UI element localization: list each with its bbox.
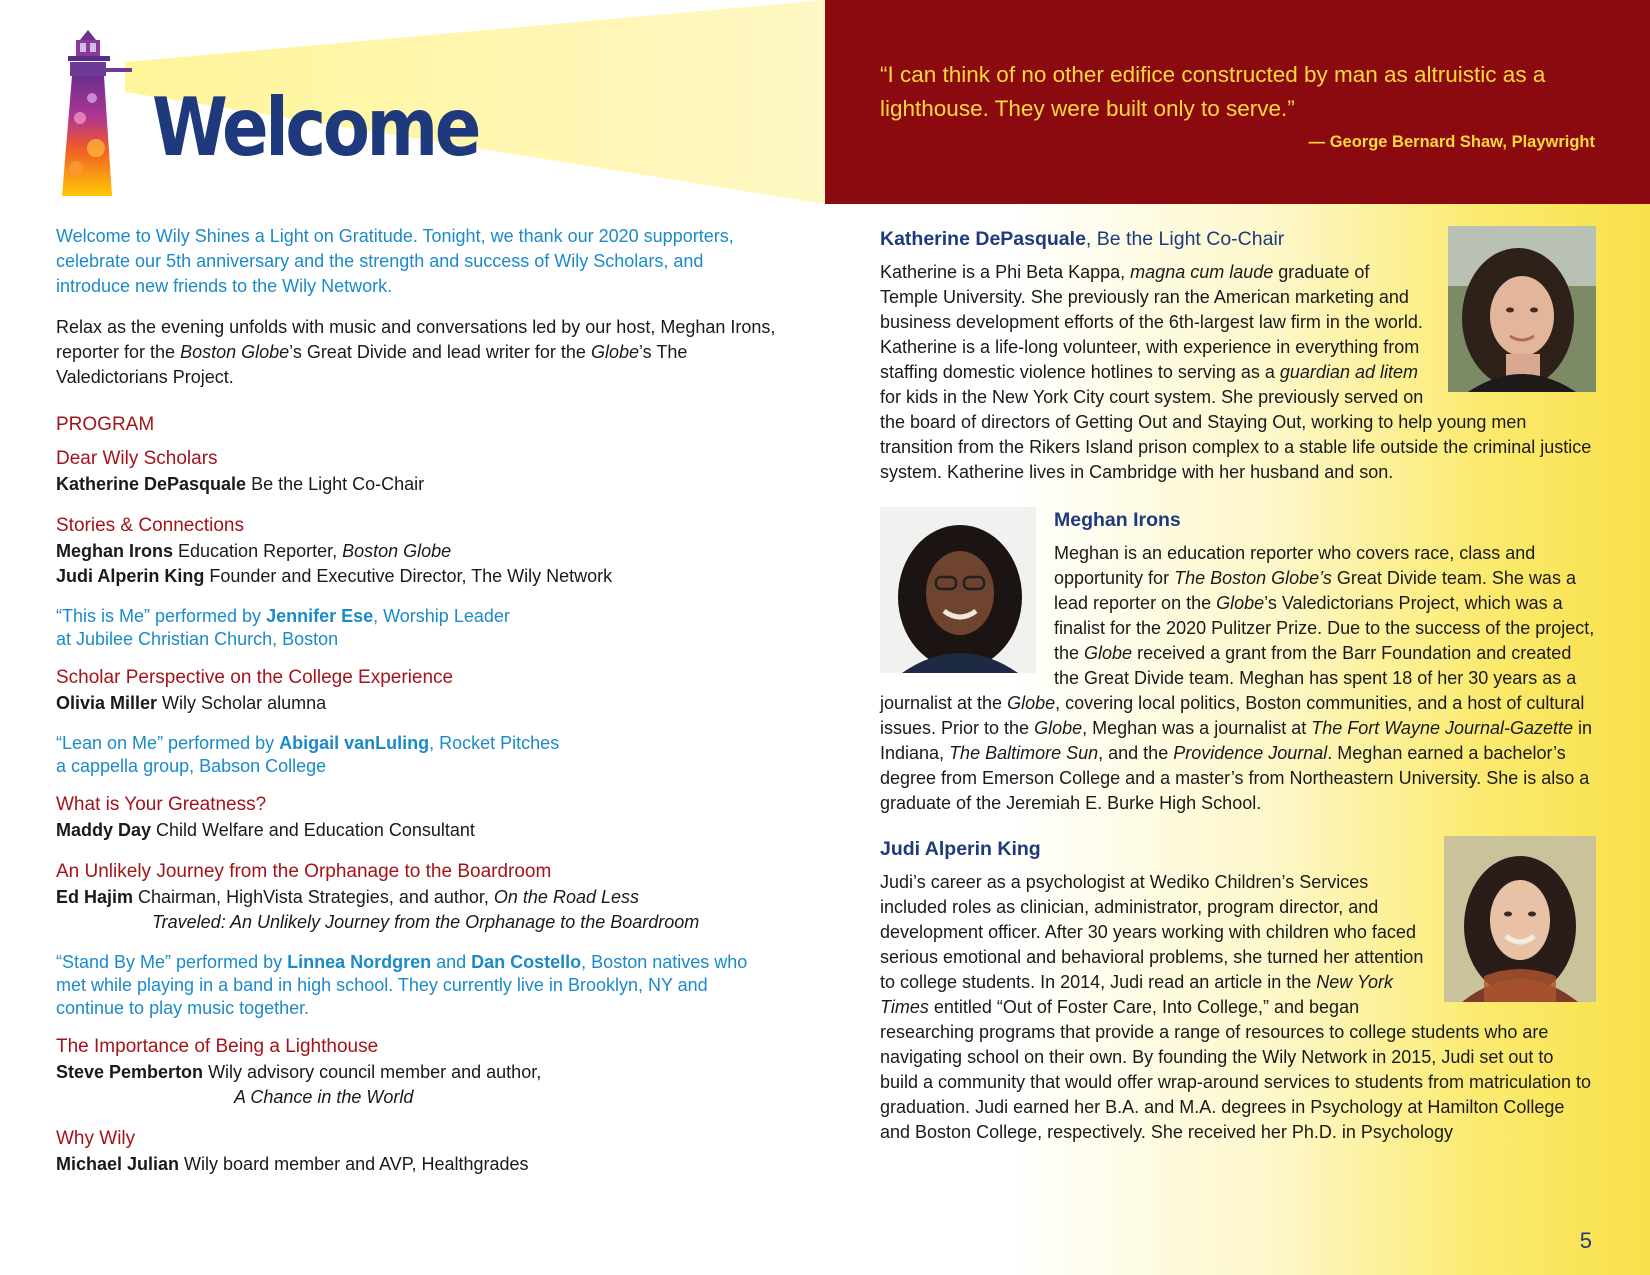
- performance-text: , Rocket Pitches: [429, 733, 560, 753]
- bio-text-part: for kids in the New York City court system. She previously served on the board of directors of Getting Out and Staying Out, working to help young men transition from the Rikers Island prison complex to a stable life outside the criminal justice system. Katherine lives in Cambridge with her husband and son.: [880, 387, 1592, 482]
- speaker-name: Olivia Miller: [56, 693, 158, 713]
- bio-text-part: graduate of Temple University. She previously ran the American marketing and business development efforts of the 6th-largest law firm in the world. Katherine is a life-long volunteer, with experience in everything from staffing domestic violence hotlines to serving as a: [880, 262, 1423, 382]
- bio-text-part: entitled “Out of Foster Care, Into College,” and began researching programs that provide a range of resources to college students who are navigating school on their own. By founding the Wily Network in 2015, Judi set out to build a community that would offer wrap-around services to students from matriculation to graduation. Judi earned her B.A. and M.A. degrees in Psychology at Hamilton College and Boston College, respectively. She received her Ph.D. in Psychology: [880, 997, 1591, 1142]
- program-segment: [56, 446, 776, 497]
- page-title: Welcome: [152, 81, 479, 174]
- speaker-role: Wily advisory council member and author,: [203, 1062, 542, 1082]
- speaker-name: Meghan Irons: [56, 541, 174, 561]
- program-segment: [56, 792, 776, 843]
- segment-title: Why Wily: [56, 1128, 136, 1149]
- performance-text: and: [431, 952, 472, 972]
- bio-text-part: Judi’s career as a psychologist at Wediko Children’s Services included roles as clinician, administrator, program director, and development officer. After 30 years working with children who faced serious emotional and behavioral problems, she turned her attention to college students. In 2014, Judi read an article in the: [880, 872, 1424, 992]
- meghan-photo: [880, 507, 1036, 673]
- bio-text-part: The Boston Globe’s: [1174, 568, 1332, 588]
- bio-text-part: in Indiana,: [880, 718, 1593, 763]
- segment-title: What is Your Greatness?: [56, 794, 267, 815]
- speaker-role: Child Welfare and Education Consultant: [151, 820, 475, 840]
- host-paragraph: [56, 315, 776, 390]
- performer-name: Abigail vanLuling: [279, 733, 430, 753]
- bio-meghan: [880, 507, 1596, 816]
- speaker-role: Education Reporter,: [173, 541, 343, 561]
- bio-text-part: guardian ad litem: [1279, 362, 1418, 382]
- segment-speaker: [56, 885, 776, 910]
- speaker-name: Ed Hajim: [56, 887, 134, 907]
- performance: [56, 951, 776, 1020]
- segment-speaker: [56, 691, 776, 716]
- bio-text-part: Meghan is an education reporter who covers race, class and opportunity for: [1054, 543, 1536, 588]
- judi-photo: [1444, 836, 1596, 1002]
- bio-text-part: magna cum laude: [1130, 262, 1274, 282]
- bio-text-part: received a grant from the Barr Foundation and created the Great Divide team. Meghan has spent 18 of her 30 years as a journalist at the: [880, 643, 1577, 713]
- segment-speaker: [56, 1152, 776, 1177]
- segment-speaker: [56, 818, 776, 843]
- speaker-role: Be the Light Co-Chair: [246, 474, 425, 494]
- intro-paragraph: [56, 224, 776, 299]
- performance-line: [56, 605, 776, 628]
- quote-text: “I can think of no other edifice constructed by man as altruistic as a lighthouse. They were built only to serve.”: [880, 62, 1546, 121]
- segment-speaker: [56, 1060, 776, 1085]
- bio-text-part: . Meghan earned a bachelor’s degree from Emerson College and a master’s from Northeastern University. She is also a graduate of the Jeremiah E. Burke High School.: [880, 743, 1590, 813]
- program-heading: PROGRAM: [56, 414, 155, 435]
- program-segment: [56, 1034, 776, 1110]
- bio-text-part: Great Divide team. She was a lead reporter on the: [1054, 568, 1576, 613]
- bio-text-part: The Fort Wayne Journal-Gazette: [1311, 718, 1574, 738]
- performance: [56, 732, 776, 778]
- bios-column: [880, 226, 1596, 1145]
- person-name: Katherine DePasquale: [880, 228, 1086, 250]
- segment-speaker: [56, 472, 776, 497]
- host-text: Relax as the evening unfolds with music and conversations led by our host, Meghan Irons, reporter for the: [56, 317, 776, 362]
- bio-text-part: Globe: [1034, 718, 1083, 738]
- performance-line: [56, 732, 776, 755]
- person-name: Meghan Irons: [1054, 509, 1181, 531]
- performer-name: Jennifer Ese: [266, 606, 374, 626]
- performer-name: Linnea Nordgren: [287, 952, 432, 972]
- speaker-role: Founder and Executive Director, The Wily Network: [204, 566, 613, 586]
- bio-judi: [880, 836, 1596, 1145]
- performance-line: [56, 951, 776, 1020]
- program-segment: [56, 859, 776, 935]
- program-segment: [56, 513, 776, 589]
- performance-text: “This is Me” performed by: [56, 606, 267, 626]
- book-title: On the Road Less: [493, 887, 639, 907]
- bio-text-part: Providence Journal: [1173, 743, 1328, 763]
- lighthouse-logo-icon: [52, 28, 148, 198]
- page-number: 5: [1579, 1228, 1592, 1253]
- performance: [56, 605, 776, 651]
- host-text: ’s The Valedictorians Project.: [56, 342, 688, 387]
- segment-speaker: [56, 564, 776, 589]
- quote-attribution: — George Bernard Shaw, Playwright: [1308, 133, 1595, 151]
- performance-line: at Jubilee Christian Church, Boston: [56, 629, 339, 649]
- segment-title: An Unlikely Journey from the Orphanage to the Boardroom: [56, 861, 552, 882]
- speaker-role: Wily Scholar alumna: [157, 693, 327, 713]
- bio-katherine: [880, 226, 1596, 485]
- performance-line: a cappella group, Babson College: [56, 756, 327, 776]
- bio-text-part: Katherine is a Phi Beta Kappa,: [880, 262, 1131, 282]
- program-column: [56, 224, 776, 1193]
- speaker-role: Boston Globe: [342, 541, 452, 561]
- intro-text: . Tonight, we thank our 2020 supporters, celebrate our 5th anniversary and the strength and success of Wily Scholars, and introduce new friends to the Wily Network.: [56, 226, 734, 296]
- segment-title: Scholar Perspective on the College Experience: [56, 667, 454, 688]
- book-title: A Chance in the World: [234, 1087, 414, 1107]
- speaker-name: Michael Julian: [56, 1154, 180, 1174]
- segment-title: Stories & Connections: [56, 515, 244, 536]
- host-text: Boston Globe: [180, 342, 290, 362]
- host-text: Globe: [590, 342, 639, 362]
- bio-text-part: New York Times: [880, 972, 1393, 1017]
- performance-text: , Boston natives who met while playing in a band in high school. They currently live in Brooklyn, NY and continue to play music together.: [56, 952, 748, 1018]
- program-segment: [56, 665, 776, 716]
- book-title: Traveled: An Unlikely Journey from the Orphanage to the Boardroom: [152, 912, 700, 932]
- bio-text-part: Globe: [1007, 693, 1056, 713]
- speaker-role: Chairman, HighVista Strategies, and author,: [133, 887, 494, 907]
- bio-text-part: , Meghan was a journalist at: [1082, 718, 1312, 738]
- person-role: , Be the Light Co-Chair: [1085, 228, 1285, 250]
- bio-text-part: ’s Valedictorians Project, which was a finalist for the 2020 Pulitzer Prize. Due to the success of the project, the: [1054, 593, 1595, 663]
- segment-title: The Importance of Being a Lighthouse: [56, 1036, 379, 1057]
- segment-title: Dear Wily Scholars: [56, 448, 218, 469]
- bio-text-part: , and the: [1098, 743, 1174, 763]
- performance-text: “Stand By Me” performed by: [56, 952, 288, 972]
- speaker-name: Maddy Day: [56, 820, 152, 840]
- bio-text-part: , covering local politics, Boston communities, and a host of cultural issues. Prior to the: [880, 693, 1585, 738]
- event-name: Wily Shines a Light on Gratitude: [155, 226, 413, 246]
- bio-text-part: Globe: [1084, 643, 1133, 663]
- speaker-role: Wily board member and AVP, Healthgrades: [179, 1154, 529, 1174]
- program-segment: [56, 1126, 776, 1177]
- host-text: ’s Great Divide and lead writer for the: [289, 342, 591, 362]
- performer-name: Dan Costello: [471, 952, 582, 972]
- speaker-name: Judi Alperin King: [56, 566, 205, 586]
- katherine-photo: [1448, 226, 1596, 392]
- segment-speaker: [56, 539, 776, 564]
- bio-text-part: The Baltimore Sun: [949, 743, 1099, 763]
- bio-text-part: Globe: [1216, 593, 1265, 613]
- performance-text: “Lean on Me” performed by: [56, 733, 280, 753]
- speaker-name: Steve Pemberton: [56, 1062, 204, 1082]
- performance-text: , Worship Leader: [373, 606, 510, 626]
- person-name: Judi Alperin King: [880, 838, 1041, 860]
- speaker-name: Katherine DePasquale: [56, 474, 247, 494]
- intro-text: Welcome to: [56, 226, 156, 246]
